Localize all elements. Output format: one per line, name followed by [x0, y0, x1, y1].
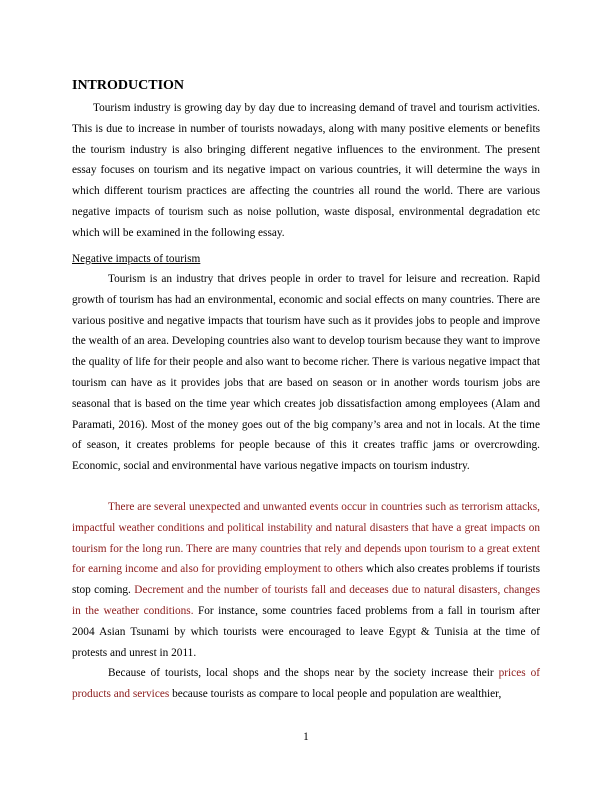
paragraph-text: because tourists as compare to local people and population are wealthier, [169, 687, 502, 700]
events-paragraph [72, 497, 540, 663]
paragraph-text: For instance, some countries faced problems from a fall in tourism after 2004 Asian Tsunami by which tourists were encouraged to leave Egypt & Tunisia at the time of protests and unrest in 2011. [72, 604, 540, 659]
paragraph-text: which also creates problems if tourists stop coming. [72, 563, 540, 597]
section-paragraph: Tourism is an industry that drives people in order to travel for leisure and recreation. Rapid growth of tourism has had an environmental, economic and social effects on many countries. There are various positive and negative impacts that tourism have such as it provides jobs to people and improve the wealth of an area. Developing countries also want to develop tourism because they want to improve the quality of life for their people and also want to become richer. There is various negative impact that tourism can have as it provides jobs that are based on season or in another words tourism jobs are seasonal that is based on the time year which creates job dissatisfaction among employees (Alam and Paramati, 2016). Most of the money goes out of the big company’s area and not in locals. At the time of season, it creates problems for people because of this it creates traffic jams or overcrowding. Economic, social and environmental have various negative impacts on tourism industry. [72, 273, 540, 473]
highlighted-text: prices of products and services [72, 667, 540, 700]
section-heading: Negative impacts of tourism [72, 253, 201, 265]
shops-paragraph [72, 663, 540, 705]
page-title: INTRODUCTION [72, 78, 185, 93]
intro-paragraph: Tourism industry is growing day by day due to increasing demand of travel and tourism activities. This is due to increase in number of tourists nowadays, along with many positive elements or benefits the tourism industry is also bringing different negative influences to the environment. The present essay focuses on tourism and its negative impact on various countries, it will determine the ways in which different tourism practices are affecting the countries all round the world. There are various negative impacts of tourism such as noise pollution, waste disposal, environmental degradation etc which will be examined in the following essay. [72, 102, 540, 239]
paragraph-text: Because of tourists, local shops and the shops near by the society increase their [108, 667, 499, 679]
highlighted-text: Decrement and the number of tourists fall and deceases due to natural disasters, changes in the weather conditions. [72, 584, 540, 617]
page-number: 1 [303, 731, 309, 743]
highlighted-text: There are several unexpected and unwanted events occur in countries such as terrorism attacks, impactful weather conditions and political instability and natural disasters that have a great impacts on tourism for the long run. There are many countries that rely and depends upon tourism to a great extent for earning income and also for providing employment to others [72, 501, 540, 576]
